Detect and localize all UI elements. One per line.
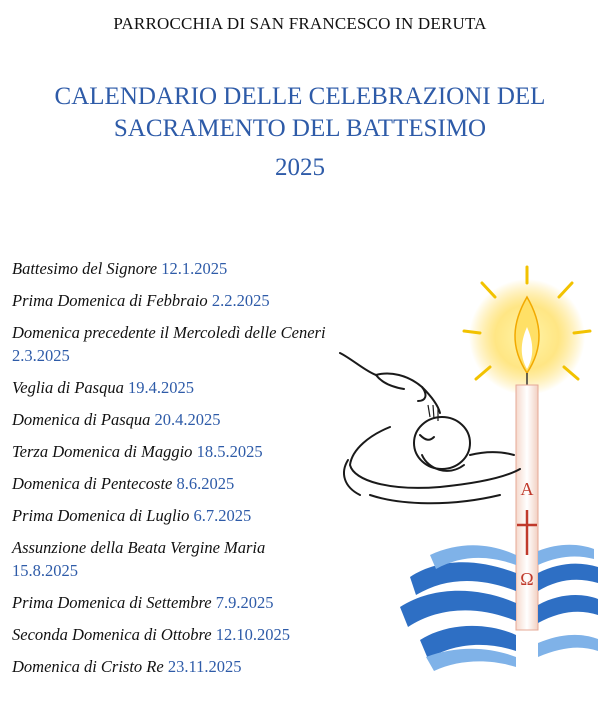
list-item: [12, 289, 327, 312]
celebration-date: 6.7.2025: [193, 506, 252, 525]
celebration-name: Prima Domenica di Luglio: [12, 506, 190, 525]
celebration-date: 20.4.2025: [154, 410, 221, 429]
alpha-letter: A: [520, 479, 534, 499]
celebration-name: Prima Domenica di Febbraio: [12, 291, 208, 310]
baptism-candle-icon: [330, 255, 600, 680]
list-item: [12, 655, 327, 678]
celebration-name: Seconda Domenica di Ottobre: [12, 625, 212, 644]
celebration-date: 2.2.2025: [211, 291, 270, 310]
celebrations-list: [12, 257, 327, 687]
celebration-date: 19.4.2025: [127, 378, 194, 397]
list-item: [12, 472, 327, 495]
celebration-date: 12.1.2025: [161, 259, 228, 278]
list-item: [12, 440, 327, 463]
list-item: [12, 504, 327, 527]
celebration-name: Assunzione della Beata Vergine Maria: [12, 538, 266, 557]
celebration-date: 2.3.2025: [12, 346, 70, 365]
page-title-line-2: SACRAMENTO DEL BATTESIMO: [113, 115, 487, 142]
list-item: [12, 321, 327, 367]
celebration-name: Domenica precedente il Mercoledì delle Ceneri: [12, 323, 326, 342]
celebration-name: Terza Domenica di Maggio: [12, 442, 193, 461]
page-title-year: 2025: [275, 154, 325, 181]
celebration-date: 18.5.2025: [196, 442, 263, 461]
celebration-name: Battesimo del Signore: [12, 259, 158, 278]
celebration-date: 8.6.2025: [176, 474, 235, 493]
celebration-name: Veglia di Pasqua: [12, 378, 124, 397]
celebration-date: 23.11.2025: [167, 657, 242, 676]
celebration-date: 15.8.2025: [12, 561, 78, 580]
list-item: [12, 257, 327, 280]
celebration-date: 7.9.2025: [215, 593, 274, 612]
list-item: [12, 623, 327, 646]
page-title-line-1: CALENDARIO DELLE CELEBRAZIONI DEL: [54, 83, 546, 110]
parish-name: PARROCCHIA DI SAN FRANCESCO IN DERUTA: [113, 14, 487, 33]
celebration-name: Domenica di Pasqua: [12, 410, 151, 429]
list-item: [12, 536, 327, 582]
list-item: [12, 591, 327, 614]
omega-letter: Ω: [520, 569, 534, 589]
celebration-name: Domenica di Cristo Re: [12, 657, 164, 676]
celebration-name: Domenica di Pentecoste: [12, 474, 173, 493]
celebration-name: Prima Domenica di Settembre: [12, 593, 212, 612]
list-item: [12, 408, 327, 431]
list-item: [12, 376, 327, 399]
celebration-date: 12.10.2025: [215, 625, 291, 644]
